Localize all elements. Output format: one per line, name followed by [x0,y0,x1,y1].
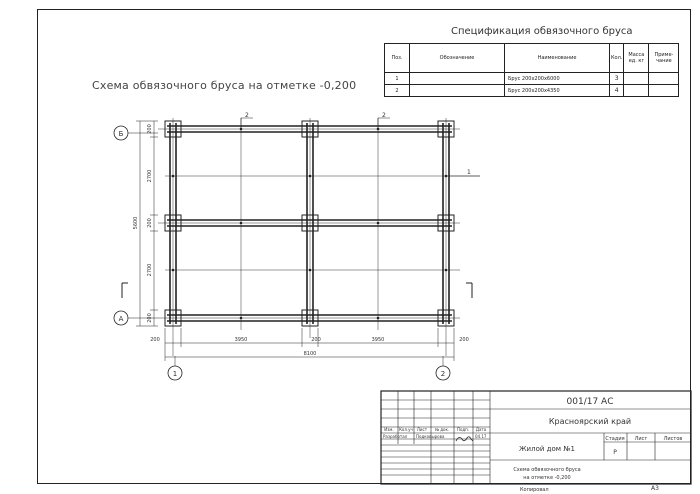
stage-value: Р [613,449,617,456]
spec-cell-pos: 2 [385,85,410,97]
beams [167,123,452,324]
spec-header-pos: Поз. [385,44,410,73]
columns [165,121,454,326]
dim-bottom-total: 8100 [303,351,317,357]
spec-cell-name: Брус 200х200х4350 [505,85,610,97]
copied-label: Копировал [520,487,549,493]
sheet-label: Лист [634,436,648,442]
col-label-list: Лист [416,427,428,432]
section-markers [122,283,472,298]
spec-header-mass: Масса ед. кг [624,44,649,73]
plan-labels [119,112,471,378]
dim-bottom: 3950 [371,337,385,343]
axis-label-1: 1 [172,370,178,378]
spec-cell-qty: 3 [610,73,624,85]
sheet-name-line2: на отметке -0,200 [523,475,571,481]
dimension-lines [136,121,454,361]
format-label: А3 [651,485,659,492]
axis-label-2: 2 [440,370,446,378]
spec-header-note: Приме-чание [649,44,679,73]
plan-title: Схема обвязочного бруса на отметке -0,200 [92,79,357,92]
dim-bottom: 200 [311,337,321,343]
doc-code: 001/17 АС [566,397,614,407]
spec-title: Спецификация обвязочного бруса [451,26,633,37]
col-label-doc: № док. [434,427,450,432]
node-dots [172,128,448,320]
dim-left: 200 [147,313,153,323]
dim-bottom: 200 [150,337,160,343]
dim-bottom: 200 [459,337,469,343]
col-label-podp: Подп. [456,427,470,432]
col-label-izm: Изм. [384,427,394,432]
position-mark-2: 2 [382,112,386,119]
dim-left: 200 [147,218,153,228]
developer-name: Подковырова [416,434,445,439]
position-mark-1: 1 [467,169,471,176]
col-label-kol: Кол.уч [399,427,413,432]
region: Красноярский край [548,417,632,426]
spec-cell-pos: 1 [385,73,410,85]
sheet-name-line1: Схема обвязочного бруса [513,467,581,473]
object-name: Жилой дом №1 [519,445,575,453]
axis-label-b: Б [118,130,124,138]
spec-cell-name: Брус 200х200х6000 [505,73,610,85]
col-label-date: Дата [475,427,487,432]
dim-left: 2700 [147,263,153,277]
dim-left: 200 [147,124,153,134]
axis-label-a: А [118,315,124,323]
developer-label: Разработал [383,434,408,439]
stage-label: Стадия [605,436,625,442]
spec-header-qty: Кол. [610,44,624,73]
spec-header-name: Наименование [505,44,610,73]
spec-header-designation: Обозначение [410,44,505,73]
spec-cell-qty: 4 [610,85,624,97]
dim-left-total: 5600 [133,216,139,230]
dim-left: 2700 [147,169,153,183]
dim-bottom: 3950 [234,337,248,343]
axis-bubbles [114,126,450,380]
position-mark-2: 2 [245,112,249,119]
sheets-label: Листов [663,436,683,442]
foundation-plan [114,118,480,380]
developer-date: 04.17 [475,434,487,439]
